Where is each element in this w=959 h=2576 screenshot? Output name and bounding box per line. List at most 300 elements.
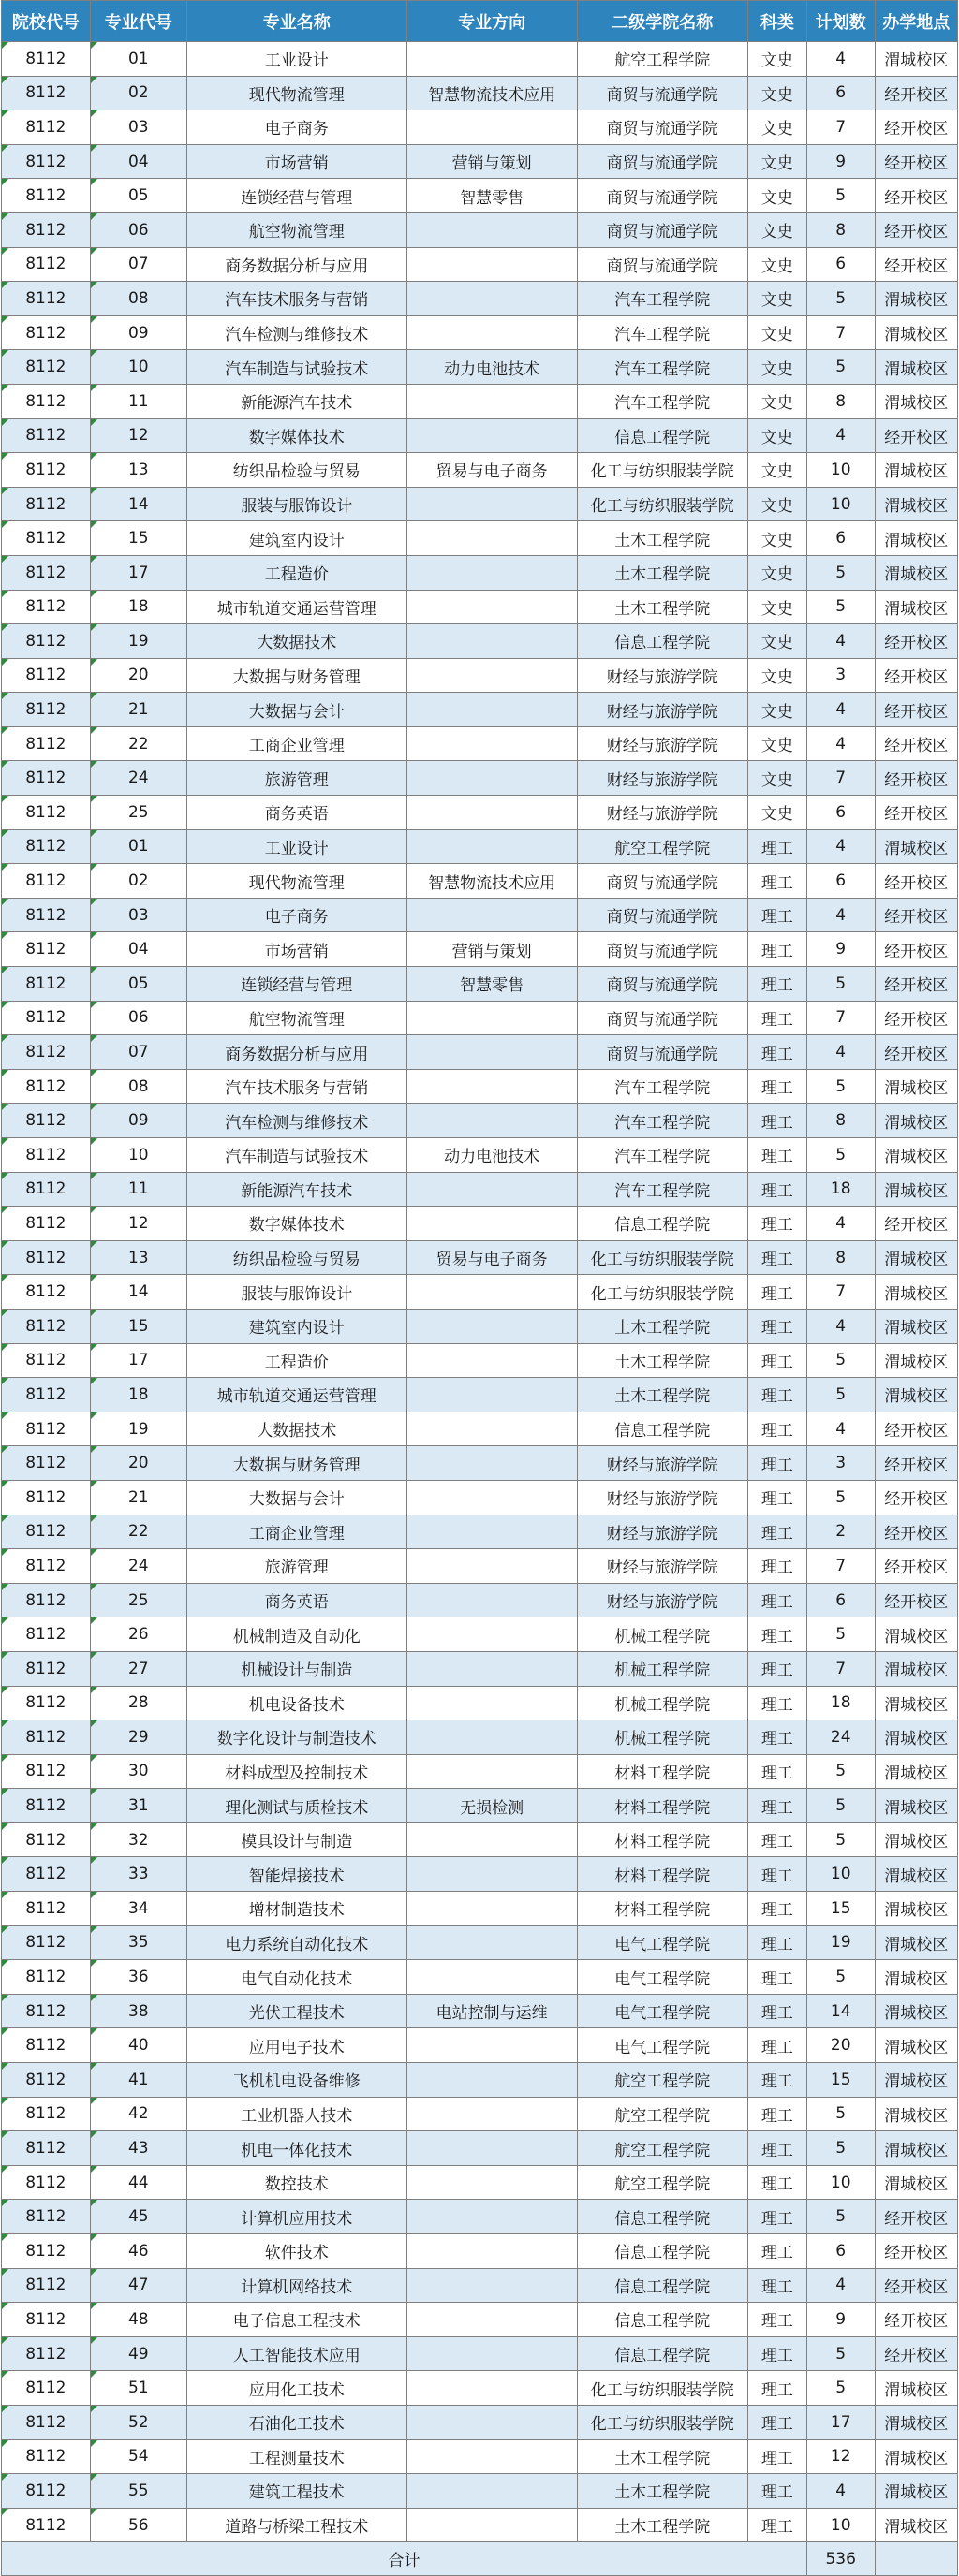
table-row (2, 1549, 958, 1584)
cell-major-direction (406, 315, 577, 350)
cell-major-code: 38 (90, 1994, 186, 2028)
cell-college-name: 商贸与流通学院 (577, 932, 747, 967)
cell-plan-count: 4 (806, 42, 875, 77)
cell-plan-count: 6 (806, 796, 875, 830)
cell-category: 文史 (747, 555, 806, 590)
cell-major-direction: 智慧零售 (406, 967, 577, 1002)
table-row (2, 1275, 958, 1310)
cell-campus: 渭城校区 (875, 829, 957, 864)
cell-school-code: 8112 (2, 1686, 91, 1720)
cell-major-code: 19 (90, 624, 186, 659)
cell-major-code: 01 (90, 42, 186, 77)
cell-college-name: 汽车工程学院 (577, 1138, 747, 1173)
cell-campus: 渭城校区 (875, 1069, 957, 1104)
cell-plan-count: 5 (806, 2097, 875, 2131)
cell-major-direction (406, 1480, 577, 1515)
cell-school-code: 8112 (2, 384, 91, 418)
cell-major-code: 20 (90, 1446, 186, 1481)
cell-college-name: 信息工程学院 (577, 1207, 747, 1241)
cell-category: 理工 (747, 1378, 806, 1412)
cell-major-direction (406, 212, 577, 247)
cell-plan-count: 5 (806, 1960, 875, 1995)
cell-major-direction (406, 1892, 577, 1926)
cell-campus: 经开校区 (875, 110, 957, 145)
table-row (2, 2063, 958, 2098)
cell-school-code: 8112 (2, 1207, 91, 1241)
cell-major-direction (406, 247, 577, 282)
cell-major-code: 34 (90, 1892, 186, 1926)
cell-school-code: 8112 (2, 1754, 91, 1789)
cell-campus: 渭城校区 (875, 2063, 957, 2098)
cell-college-name: 商贸与流通学院 (577, 864, 747, 899)
cell-school-code: 8112 (2, 1138, 91, 1173)
cell-category: 理工 (747, 2234, 806, 2269)
cell-major-direction (406, 2097, 577, 2131)
cell-major-direction (406, 2131, 577, 2166)
cell-major-code: 02 (90, 76, 186, 110)
cell-major-code: 22 (90, 1515, 186, 1549)
table-row (2, 144, 958, 179)
cell-college-name: 航空工程学院 (577, 2165, 747, 2200)
cell-major-name: 大数据技术 (186, 624, 406, 659)
cell-campus: 经开校区 (875, 624, 957, 659)
cell-campus: 渭城校区 (875, 2508, 957, 2542)
cell-major-direction (406, 1001, 577, 1035)
cell-campus: 经开校区 (875, 247, 957, 282)
cell-category: 理工 (747, 1275, 806, 1310)
cell-school-code: 8112 (2, 1240, 91, 1275)
cell-category: 文史 (747, 315, 806, 350)
cell-category: 理工 (747, 2303, 806, 2337)
cell-college-name: 土木工程学院 (577, 1378, 747, 1412)
cell-category: 理工 (747, 1754, 806, 1789)
cell-category: 文史 (747, 624, 806, 659)
cell-plan-count: 5 (806, 1480, 875, 1515)
cell-plan-count: 6 (806, 2234, 875, 2269)
cell-college-name: 商贸与流通学院 (577, 110, 747, 145)
cell-major-name: 纺织品检验与贸易 (186, 453, 406, 488)
table-row (2, 2097, 958, 2131)
cell-major-code: 48 (90, 2303, 186, 2337)
table-row (2, 1754, 958, 1789)
table-row (2, 1583, 958, 1617)
cell-college-name: 航空工程学院 (577, 42, 747, 77)
cell-major-direction: 动力电池技术 (406, 1138, 577, 1173)
cell-plan-count: 12 (806, 2439, 875, 2474)
cell-college-name: 航空工程学院 (577, 2063, 747, 2098)
cell-major-direction (406, 1207, 577, 1241)
total-value: 536 (806, 2542, 875, 2576)
enrollment-plan-table (1, 0, 958, 2576)
table-footer (2, 2542, 958, 2576)
cell-major-code: 08 (90, 1069, 186, 1104)
cell-major-code: 09 (90, 1104, 186, 1138)
cell-campus: 渭城校区 (875, 1378, 957, 1412)
cell-campus: 渭城校区 (875, 521, 957, 556)
cell-campus: 经开校区 (875, 418, 957, 453)
cell-college-name: 信息工程学院 (577, 2303, 747, 2337)
cell-school-code: 8112 (2, 247, 91, 282)
table-row (2, 2131, 958, 2166)
cell-plan-count: 6 (806, 1583, 875, 1617)
cell-college-name: 财经与旅游学院 (577, 761, 747, 796)
cell-category: 理工 (747, 2268, 806, 2303)
cell-school-code: 8112 (2, 1925, 91, 1960)
cell-plan-count: 4 (806, 1035, 875, 1070)
cell-college-name: 财经与旅游学院 (577, 693, 747, 727)
cell-campus: 经开校区 (875, 898, 957, 932)
table-row (2, 624, 958, 659)
cell-campus: 渭城校区 (875, 42, 957, 77)
cell-college-name: 电气工程学院 (577, 2028, 747, 2063)
table-row (2, 898, 958, 932)
cell-school-code: 8112 (2, 2063, 91, 2098)
cell-major-name: 数字化设计与制造技术 (186, 1720, 406, 1755)
cell-plan-count: 3 (806, 1446, 875, 1481)
cell-major-direction (406, 1822, 577, 1857)
cell-major-direction (406, 1515, 577, 1549)
cell-category: 理工 (747, 1343, 806, 1378)
cell-plan-count: 5 (806, 1789, 875, 1823)
cell-school-code: 8112 (2, 1789, 91, 1823)
cell-major-direction (406, 521, 577, 556)
cell-category: 文史 (747, 384, 806, 418)
cell-major-code: 54 (90, 2439, 186, 2474)
cell-campus: 渭城校区 (875, 1172, 957, 1207)
cell-school-code: 8112 (2, 315, 91, 350)
table-row (2, 1960, 958, 1995)
cell-major-code: 05 (90, 967, 186, 1002)
cell-major-code: 13 (90, 1240, 186, 1275)
table-row (2, 864, 958, 899)
cell-major-name: 飞机机电设备维修 (186, 2063, 406, 2098)
cell-campus: 经开校区 (875, 144, 957, 179)
cell-school-code: 8112 (2, 2405, 91, 2439)
cell-major-name: 现代物流管理 (186, 864, 406, 899)
cell-major-name: 人工智能技术应用 (186, 2336, 406, 2371)
cell-major-name: 汽车检测与维修技术 (186, 315, 406, 350)
table-row (2, 521, 958, 556)
table-row (2, 1892, 958, 1926)
table-row (2, 2234, 958, 2269)
table-row (2, 658, 958, 693)
cell-campus: 渭城校区 (875, 282, 957, 316)
cell-plan-count: 4 (806, 693, 875, 727)
cell-major-direction (406, 2405, 577, 2439)
cell-campus: 渭城校区 (875, 2474, 957, 2509)
cell-major-direction (406, 2165, 577, 2200)
table-row (2, 1686, 958, 1720)
cell-college-name: 电气工程学院 (577, 1960, 747, 1995)
cell-plan-count: 6 (806, 521, 875, 556)
header-major-code: 专业代号 (90, 1, 186, 42)
cell-major-direction (406, 796, 577, 830)
cell-major-direction (406, 1720, 577, 1755)
cell-school-code: 8112 (2, 1035, 91, 1070)
header-category: 科类 (747, 1, 806, 42)
cell-plan-count: 5 (806, 2371, 875, 2406)
table-row (2, 726, 958, 761)
cell-major-name: 工程测量技术 (186, 2439, 406, 2474)
cell-plan-count: 5 (806, 1822, 875, 1857)
cell-campus: 经开校区 (875, 932, 957, 967)
table-row (2, 179, 958, 213)
cell-category: 理工 (747, 1789, 806, 1823)
cell-major-name: 软件技术 (186, 2234, 406, 2269)
cell-category: 理工 (747, 967, 806, 1002)
cell-college-name: 土木工程学院 (577, 521, 747, 556)
cell-plan-count: 7 (806, 1275, 875, 1310)
table-row (2, 796, 958, 830)
cell-category: 理工 (747, 1412, 806, 1446)
cell-major-name: 服装与服饰设计 (186, 487, 406, 521)
cell-category: 理工 (747, 1925, 806, 1960)
cell-campus: 渭城校区 (875, 487, 957, 521)
cell-major-name: 汽车技术服务与营销 (186, 1069, 406, 1104)
cell-college-name: 信息工程学院 (577, 2268, 747, 2303)
cell-school-code: 8112 (2, 2508, 91, 2542)
cell-major-direction (406, 1754, 577, 1789)
table-row (2, 1378, 958, 1412)
cell-major-code: 09 (90, 315, 186, 350)
cell-category: 文史 (747, 110, 806, 145)
header-college-name: 二级学院名称 (577, 1, 747, 42)
cell-major-name: 汽车制造与试验技术 (186, 1138, 406, 1173)
cell-plan-count: 5 (806, 1138, 875, 1173)
cell-college-name: 土木工程学院 (577, 2439, 747, 2474)
cell-major-code: 08 (90, 282, 186, 316)
cell-school-code: 8112 (2, 1857, 91, 1892)
cell-campus: 经开校区 (875, 967, 957, 1002)
cell-major-direction (406, 761, 577, 796)
cell-campus: 经开校区 (875, 658, 957, 693)
cell-school-code: 8112 (2, 2371, 91, 2406)
cell-category: 文史 (747, 76, 806, 110)
cell-major-code: 14 (90, 487, 186, 521)
cell-school-code: 8112 (2, 282, 91, 316)
cell-major-direction (406, 282, 577, 316)
cell-category: 理工 (747, 1446, 806, 1481)
cell-major-direction (406, 1651, 577, 1686)
cell-major-direction (406, 1378, 577, 1412)
cell-major-name: 汽车技术服务与营销 (186, 282, 406, 316)
cell-school-code: 8112 (2, 2303, 91, 2337)
cell-major-name: 工商企业管理 (186, 1515, 406, 1549)
cell-college-name: 化工与纺织服装学院 (577, 2371, 747, 2406)
cell-campus: 渭城校区 (875, 1686, 957, 1720)
cell-plan-count: 5 (806, 2131, 875, 2166)
cell-major-code: 20 (90, 658, 186, 693)
cell-campus: 渭城校区 (875, 384, 957, 418)
cell-major-code: 15 (90, 521, 186, 556)
cell-category: 理工 (747, 2474, 806, 2509)
cell-major-name: 材料成型及控制技术 (186, 1754, 406, 1789)
header-campus: 办学地点 (875, 1, 957, 42)
cell-major-name: 服装与服饰设计 (186, 1275, 406, 1310)
cell-plan-count: 8 (806, 212, 875, 247)
cell-major-direction: 电站控制与运维 (406, 1994, 577, 2028)
cell-school-code: 8112 (2, 1309, 91, 1343)
cell-college-name: 财经与旅游学院 (577, 1515, 747, 1549)
cell-plan-count: 9 (806, 2303, 875, 2337)
cell-major-name: 工业设计 (186, 829, 406, 864)
cell-college-name: 土木工程学院 (577, 2474, 747, 2509)
cell-campus: 渭城校区 (875, 1822, 957, 1857)
cell-college-name: 财经与旅游学院 (577, 796, 747, 830)
cell-school-code: 8112 (2, 761, 91, 796)
cell-school-code: 8112 (2, 521, 91, 556)
cell-major-name: 石油化工技术 (186, 2405, 406, 2439)
cell-plan-count: 7 (806, 1549, 875, 1584)
cell-major-name: 旅游管理 (186, 761, 406, 796)
cell-plan-count: 4 (806, 624, 875, 659)
table-row (2, 1822, 958, 1857)
cell-category: 理工 (747, 1617, 806, 1652)
cell-college-name: 化工与纺织服装学院 (577, 1240, 747, 1275)
cell-major-code: 25 (90, 1583, 186, 1617)
cell-campus: 渭城校区 (875, 2165, 957, 2200)
cell-major-direction (406, 2268, 577, 2303)
cell-major-code: 17 (90, 1343, 186, 1378)
cell-school-code: 8112 (2, 1378, 91, 1412)
cell-campus: 渭城校区 (875, 1960, 957, 1995)
cell-major-name: 应用电子技术 (186, 2028, 406, 2063)
header-plan-count: 计划数 (806, 1, 875, 42)
cell-major-code: 28 (90, 1686, 186, 1720)
cell-plan-count: 4 (806, 2268, 875, 2303)
cell-campus: 经开校区 (875, 2303, 957, 2337)
cell-plan-count: 9 (806, 932, 875, 967)
cell-major-name: 建筑室内设计 (186, 521, 406, 556)
cell-category: 理工 (747, 1583, 806, 1617)
cell-category: 理工 (747, 2097, 806, 2131)
cell-major-name: 城市轨道交通运营管理 (186, 590, 406, 624)
cell-major-code: 10 (90, 1138, 186, 1173)
cell-college-name: 财经与旅游学院 (577, 1583, 747, 1617)
cell-campus: 经开校区 (875, 2268, 957, 2303)
cell-major-code: 07 (90, 1035, 186, 1070)
cell-campus: 经开校区 (875, 761, 957, 796)
cell-plan-count: 18 (806, 1172, 875, 1207)
cell-plan-count: 7 (806, 761, 875, 796)
table-row (2, 1480, 958, 1515)
cell-major-direction (406, 726, 577, 761)
cell-major-name: 电子信息工程技术 (186, 2303, 406, 2337)
cell-plan-count: 5 (806, 967, 875, 1002)
cell-plan-count: 10 (806, 487, 875, 521)
cell-category: 理工 (747, 829, 806, 864)
table-row (2, 1446, 958, 1481)
cell-major-code: 22 (90, 726, 186, 761)
cell-plan-count: 5 (806, 2200, 875, 2234)
cell-major-direction (406, 829, 577, 864)
cell-major-name: 工商企业管理 (186, 726, 406, 761)
cell-college-name: 机械工程学院 (577, 1617, 747, 1652)
table-row (2, 315, 958, 350)
total-empty-cell (875, 2542, 957, 2576)
table-row (2, 2371, 958, 2406)
cell-major-name: 计算机应用技术 (186, 2200, 406, 2234)
cell-major-direction (406, 2439, 577, 2474)
cell-category: 理工 (747, 1994, 806, 2028)
table-row (2, 1035, 958, 1070)
cell-category: 理工 (747, 2508, 806, 2542)
cell-plan-count: 17 (806, 2405, 875, 2439)
cell-category: 文史 (747, 42, 806, 77)
cell-major-name: 市场营销 (186, 932, 406, 967)
cell-school-code: 8112 (2, 1001, 91, 1035)
cell-college-name: 化工与纺织服装学院 (577, 2405, 747, 2439)
table-row (2, 1994, 958, 2028)
cell-major-direction: 营销与策划 (406, 932, 577, 967)
cell-campus: 经开校区 (875, 726, 957, 761)
cell-major-code: 03 (90, 898, 186, 932)
cell-school-code: 8112 (2, 1104, 91, 1138)
cell-major-direction (406, 2063, 577, 2098)
cell-major-name: 增材制造技术 (186, 1892, 406, 1926)
table-row (2, 2303, 958, 2337)
cell-major-name: 工程造价 (186, 555, 406, 590)
cell-college-name: 财经与旅游学院 (577, 1480, 747, 1515)
cell-school-code: 8112 (2, 967, 91, 1002)
cell-major-code: 51 (90, 2371, 186, 2406)
cell-major-code: 06 (90, 1001, 186, 1035)
cell-major-direction (406, 2508, 577, 2542)
cell-major-name: 旅游管理 (186, 1549, 406, 1584)
cell-campus: 渭城校区 (875, 315, 957, 350)
cell-college-name: 商贸与流通学院 (577, 1001, 747, 1035)
header-major-name: 专业名称 (186, 1, 406, 42)
cell-category: 理工 (747, 1172, 806, 1207)
cell-campus: 渭城校区 (875, 1617, 957, 1652)
cell-campus: 渭城校区 (875, 1857, 957, 1892)
cell-category: 文史 (747, 282, 806, 316)
cell-campus: 经开校区 (875, 1583, 957, 1617)
cell-plan-count: 8 (806, 384, 875, 418)
cell-plan-count: 7 (806, 110, 875, 145)
cell-major-code: 33 (90, 1857, 186, 1892)
cell-major-code: 36 (90, 1960, 186, 1995)
cell-college-name: 材料工程学院 (577, 1857, 747, 1892)
cell-plan-count: 5 (806, 1378, 875, 1412)
cell-major-direction: 智慧零售 (406, 179, 577, 213)
cell-major-code: 12 (90, 418, 186, 453)
cell-school-code: 8112 (2, 1446, 91, 1481)
cell-major-direction (406, 2234, 577, 2269)
cell-campus: 渭城校区 (875, 453, 957, 488)
cell-category: 理工 (747, 932, 806, 967)
table-row (2, 2508, 958, 2542)
cell-major-direction (406, 1686, 577, 1720)
table-row (2, 829, 958, 864)
cell-major-name: 城市轨道交通运营管理 (186, 1378, 406, 1412)
cell-major-name: 计算机网络技术 (186, 2268, 406, 2303)
table-row (2, 1789, 958, 1823)
cell-plan-count: 4 (806, 726, 875, 761)
cell-major-direction (406, 418, 577, 453)
cell-campus: 渭城校区 (875, 2371, 957, 2406)
table-row (2, 1651, 958, 1686)
cell-college-name: 信息工程学院 (577, 2200, 747, 2234)
cell-major-direction (406, 1309, 577, 1343)
cell-category: 理工 (747, 1686, 806, 1720)
cell-college-name: 财经与旅游学院 (577, 1549, 747, 1584)
cell-campus: 经开校区 (875, 1515, 957, 1549)
cell-category: 理工 (747, 1651, 806, 1686)
cell-major-name: 商务英语 (186, 796, 406, 830)
cell-category: 理工 (747, 1480, 806, 1515)
cell-category: 文史 (747, 247, 806, 282)
